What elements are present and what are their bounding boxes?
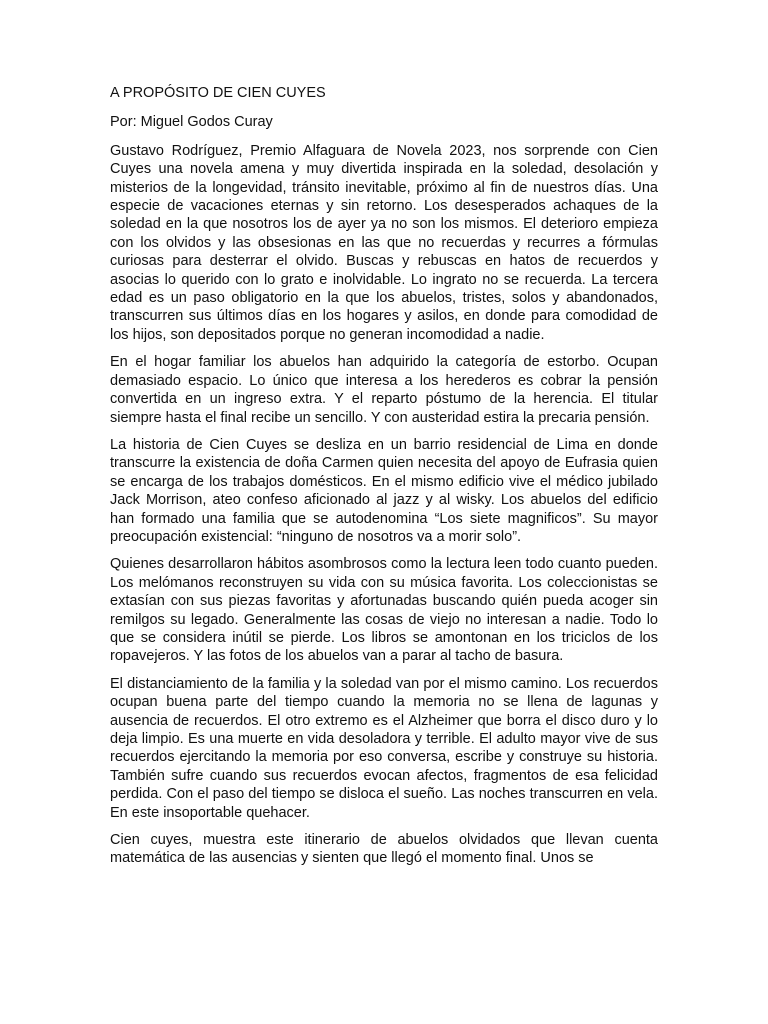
paragraph-2: En el hogar familiar los abuelos han adquirido la categoría de estorbo. Ocupan demasiado espacio. Lo único que interesa a los herederos es cobrar la pensión convertida en un ingreso extra. Y el reparto póstumo de la herencia. El titular siempre hasta el final recibe un sencillo. Y con austeridad estira la precaria pensión. <box>110 354 658 426</box>
paragraph-5: El distanciamiento de la familia y la soledad van por el mismo camino. Los recuerdos ocupan buena parte del tiempo cuando la memoria no se llena de lagunas y ausencia de recuerdos. El otro extremo es el Alzheimer que borra el disco duro y lo deja limpio. Es una muerte en vida desoladora y terrible. El adulto mayor vive de sus recuerdos ejercitando la memoria por eso conversa, escribe y construye su historia. También sufre cuando sus recuerdos evocan afectos, fragmentos de esa felicidad perdida. Con el paso del tiempo se disloca el sueño. Las noches transcurren en vela. En este insoportable quehacer. <box>110 675 658 821</box>
author-byline: Por: Miguel Godos Curay <box>110 114 273 131</box>
paragraph-3: La historia de Cien Cuyes se desliza en un barrio residencial de Lima en donde transcurre la existencia de doña Carmen quien necesita del apoyo de Eufrasia quien se encarga de los trabajos domésticos. En el mismo edificio vive el médico jubilado Jack Morrison, ateo confeso aficionado al jazz y al wisky. Los abuelos del edificio han formado una familia que se autodenomina “Los siete magnificos”. Su mayor preocupación existencial: “ninguno de nosotros va a morir solo”. <box>110 436 658 545</box>
document-page <box>110 84 658 877</box>
paragraph-4: Quienes desarrollaron hábitos asombrosos como la lectura leen todo cuanto pueden. Los melómanos reconstruyen su vida con su música favorita. Los coleccionistas se extasían con sus piezas favoritas y afortunadas buscando quién pueda acoger sin remilgos su legado. Generalmente las cosas de viejo no interesan a nadie. Todo lo que se considera inútil se pierde. Los libros se amontonan en los triciclos de los ropavejeros. Y las fotos de los abuelos van a parar al tacho de basura. <box>110 556 658 665</box>
paragraph-6: Cien cuyes, muestra este itinerario de abuelos olvidados que llevan cuenta matemática de las ausencias y sienten que llegó el momento final. Unos se <box>110 832 658 867</box>
document-title: A PROPÓSITO DE CIEN CUYES <box>110 85 326 101</box>
paragraph-1: Gustavo Rodríguez, Premio Alfaguara de Novela 2023, nos sorprende con Cien Cuyes una novela amena y muy divertida inspirada en la soledad, desolación y misterios de la longevidad, tránsito inevitable, próximo al fin de nuestros días. Una especie de vacaciones eternas y sin retorno. Los desesperados achaques de la soledad en la que nosotros los de ayer ya no son los mismos. El deterioro empieza con los olvidos y las obsesionas en las que no recuerdas y recurres a fórmulas curiosas para desterrar el olvido. Buscas y rebuscas en hatos de recuerdos y asocias lo querido con lo grato e inolvidable. Lo ingrato no se recuerda. La tercera edad es un paso obligatorio en la que los abuelos, tristes, solos y abandonados, transcurren sus últimos días en los hogares y asilos, en donde para comodidad de los hijos, son depositados porque no generan incomodidad a nadie. <box>110 142 658 343</box>
